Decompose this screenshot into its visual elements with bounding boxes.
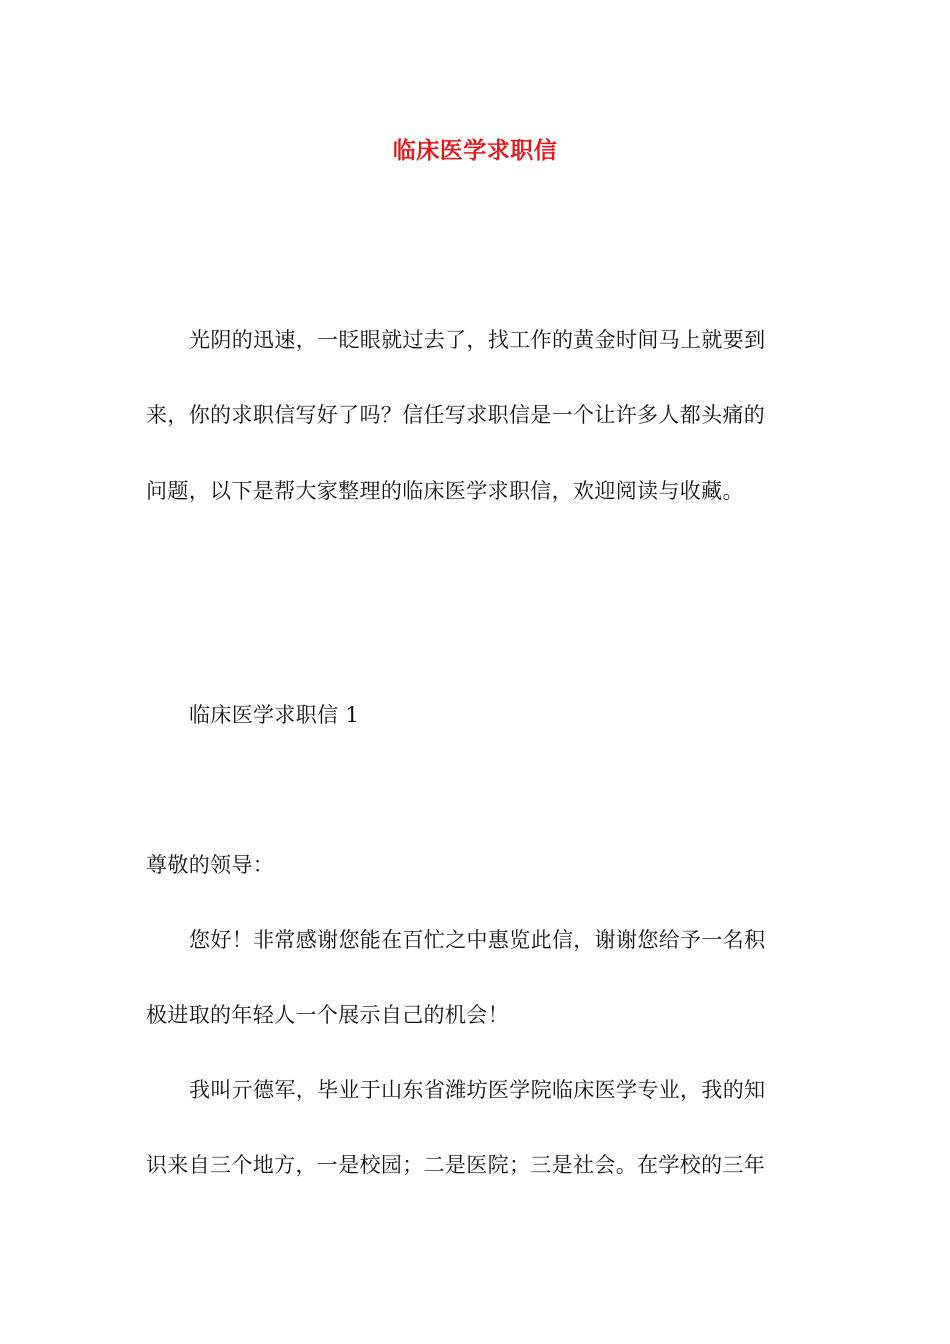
- section-heading: 临床医学求职信 1: [189, 703, 360, 727]
- body-line: 我叫亓德军，毕业于山东省潍坊医学院临床医学专业，我的知: [189, 1078, 766, 1102]
- body-line: 极进取的年轻人一个展示自己的机会！: [146, 1003, 509, 1027]
- intro-line: 问题，以下是帮大家整理的临床医学求职信，欢迎阅读与收藏。: [146, 479, 744, 503]
- salutation: 尊敬的领导：: [146, 853, 275, 877]
- intro-line: 来，你的求职信写好了吗？信任写求职信是一个让许多人都头痛的: [146, 403, 766, 427]
- body-line: 识来自三个地方，一是校园；二是医院；三是社会。在学校的三年: [146, 1153, 766, 1177]
- intro-line: 光阴的迅速，一眨眼就过去了，找工作的黄金时间马上就要到: [189, 328, 766, 352]
- document-title: 临床医学求职信: [392, 137, 558, 164]
- body-line: 您好！非常感谢您能在百忙之中惠览此信，谢谢您给予一名积: [189, 928, 766, 952]
